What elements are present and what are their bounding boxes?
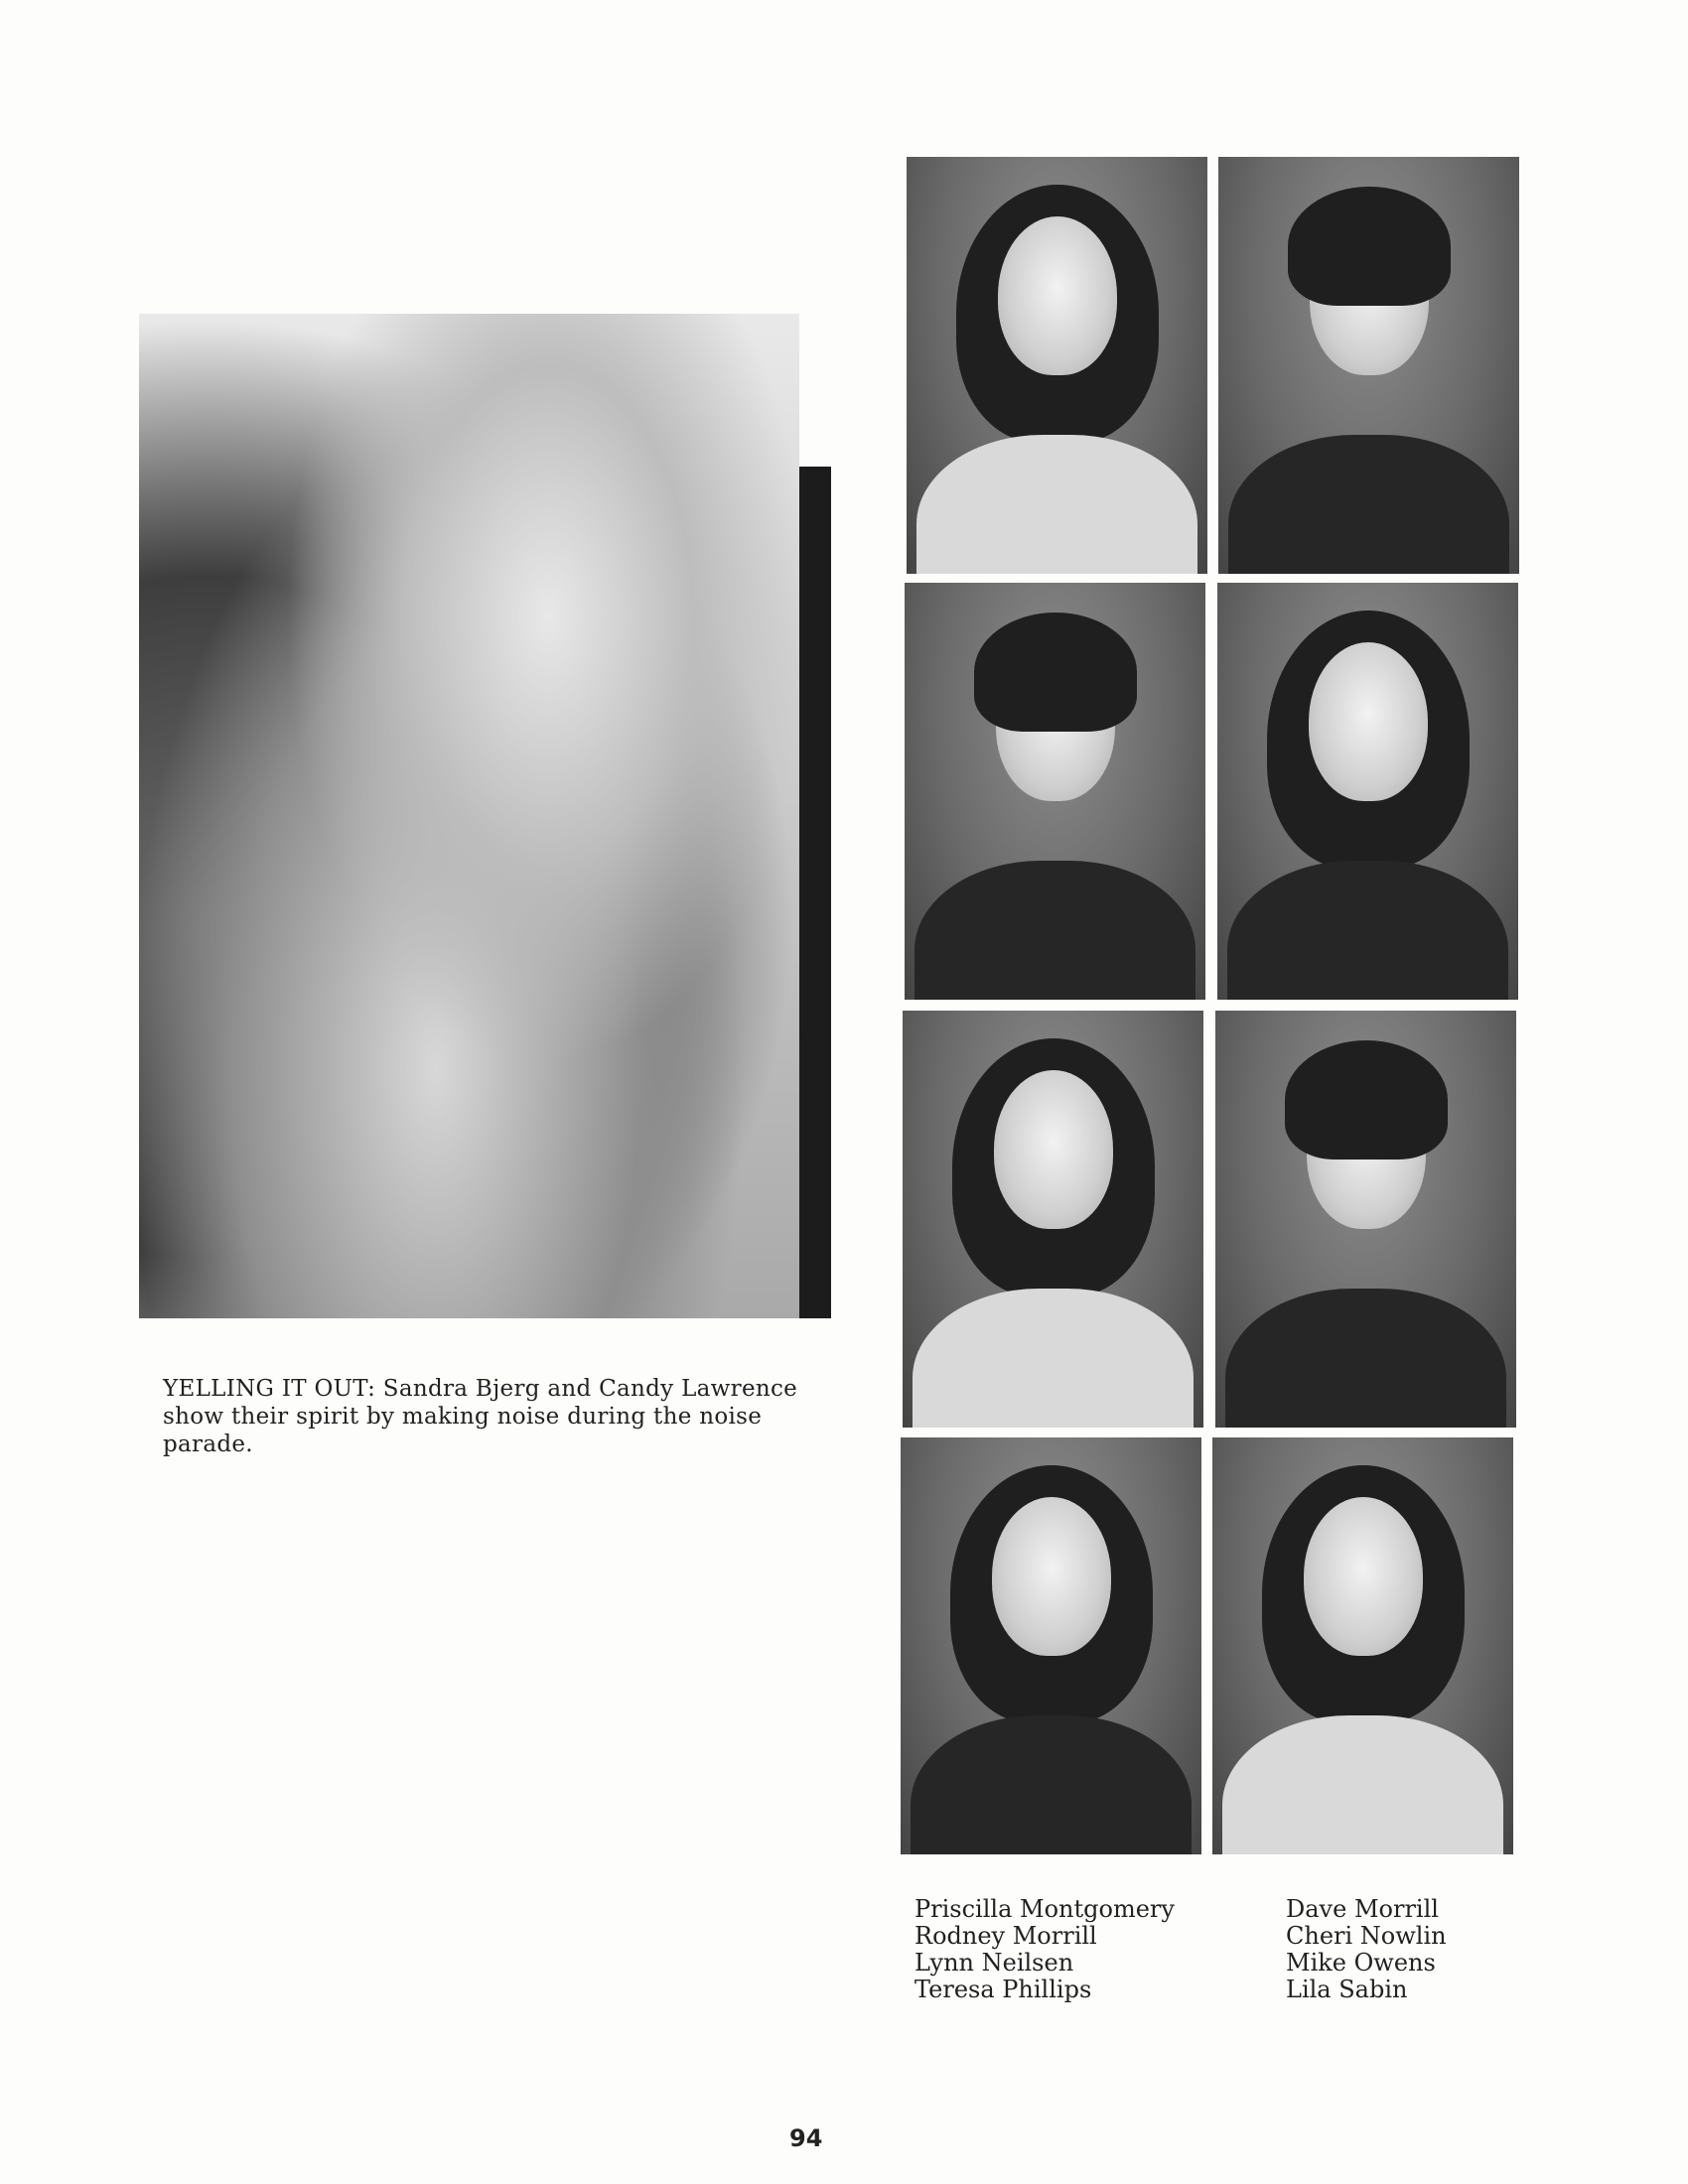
name-entry: Lynn Neilsen [914,1949,1074,1977]
portrait-row4-col1 [901,1437,1201,1854]
portrait-row3-col1 [903,1011,1203,1428]
name-entry: Teresa Phillips [914,1976,1092,2003]
portrait-row1-col2 [1218,157,1519,574]
portrait-row2-col1 [905,583,1205,1000]
photo-caption: YELLING IT OUT: Sandra Bjerg and Candy Lawrence show their spirit by making noise during the noise parade. [163,1376,798,1457]
portrait-row3-col2 [1215,1011,1516,1428]
portrait-row2-col2 [1217,583,1518,1000]
portrait-row4-col2 [1212,1437,1513,1854]
name-entry: Cheri Nowlin [1286,1922,1447,1950]
photo-border-bar [799,467,831,1318]
portrait-row1-col1 [907,157,1207,574]
page-number: 94 [789,2124,823,2152]
name-entry: Dave Morrill [1286,1895,1439,1923]
name-entry: Mike Owens [1286,1949,1436,1977]
name-entry: Lila Sabin [1286,1976,1408,2003]
name-entry: Priscilla Montgomery [914,1895,1175,1923]
name-entry: Rodney Morrill [914,1922,1097,1950]
names-right-column [1286,1896,1447,2003]
names-left-column [914,1896,1175,2003]
candid-photo-noise-parade [139,314,799,1318]
